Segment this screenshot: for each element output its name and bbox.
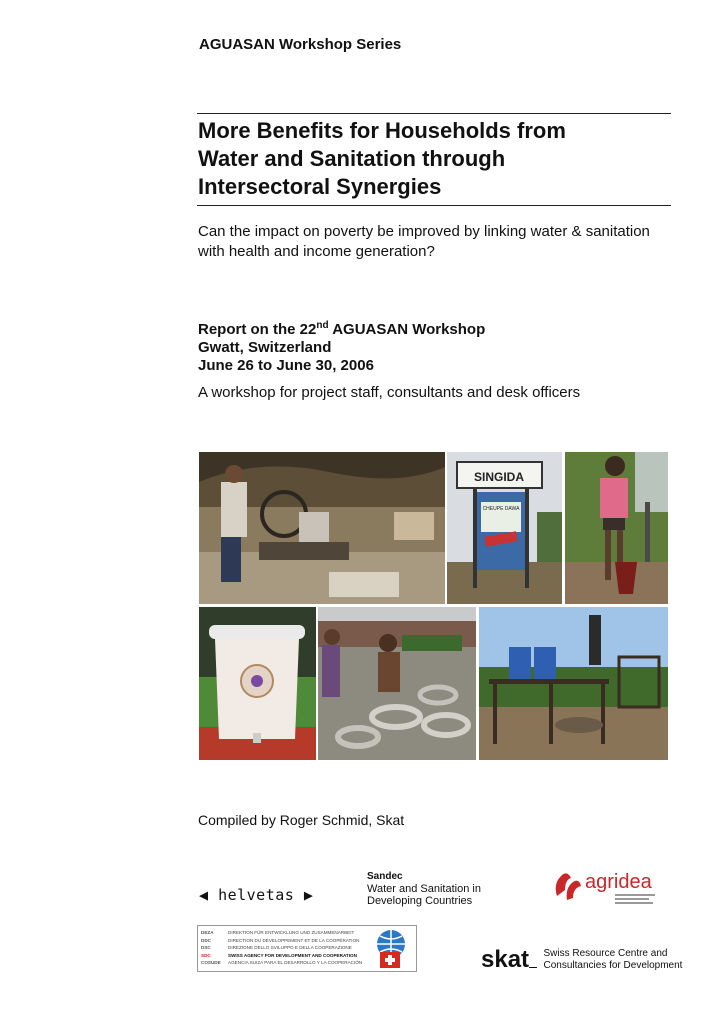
sandec-line2: Developing Countries <box>367 895 473 907</box>
report-info <box>198 321 485 375</box>
globe-swiss-flag-icon <box>370 928 412 969</box>
chevron-left-icon: ◀ <box>199 886 209 904</box>
title-top-rule <box>197 113 671 114</box>
signboard-line: CHEUPE DAWA <box>482 506 520 512</box>
agridea-name: agridea <box>585 871 652 893</box>
subtitle-line: with health and income generation? <box>198 243 435 260</box>
sandec-logo <box>367 871 481 907</box>
audience-line: A workshop for project staff, consultants and desk officers <box>198 384 581 401</box>
agridea-mark-icon <box>551 866 661 908</box>
report-heading: Report on the 22nd AGUASAN Workshop <box>198 320 486 338</box>
photo-water-filter <box>199 607 316 760</box>
photo-workshop-pump <box>199 452 445 604</box>
signboard-title: SINGIDA <box>473 470 525 484</box>
photo-water-tower <box>479 607 668 760</box>
title-line: Water and Sanitation through <box>198 146 506 171</box>
agridea-logo <box>551 866 661 913</box>
sandec-name: Sandec <box>367 871 403 882</box>
sandec-line1: Water and Sanitation in <box>367 883 481 895</box>
skat-logo <box>481 946 682 974</box>
subtitle <box>198 222 678 262</box>
report-location: Gwatt, Switzerland <box>198 339 332 356</box>
sdc-logo <box>197 925 417 972</box>
helvetas-logo: ◀ helvetas ▶ <box>199 886 314 904</box>
title-line: More Benefits for Households from <box>198 118 566 143</box>
photo-latrine-rings <box>318 607 476 760</box>
title-bottom-rule <box>197 205 671 206</box>
skat-name: skat <box>481 946 530 973</box>
skat-tagline: Swiss Resource Centre and Consultancies for Development <box>543 948 683 971</box>
title-line: Intersectoral Synergies <box>198 174 442 199</box>
chevron-right-icon: ▶ <box>303 886 314 904</box>
report-dates: June 26 to June 30, 2006 <box>198 357 374 374</box>
series-label: AGUASAN Workshop Series <box>199 36 402 53</box>
photo-signboard <box>447 452 562 604</box>
skat-underscore <box>529 967 537 968</box>
sdc-text: DIREKTION FÜR ENTWICKLUNG UND ZUSAMMENARBEIT DIRECTION DU DÉVELOPPEMENT ET DE LA COOPÉRATION DIREZIONE DELLO SVILUPPO E DELLA COOPERAZIONE SWISS AGENCY FOR DEVELOPMENT AND COOPERATION AGENCIA SUIZA PARA EL DESARROLLO Y LA COOPERACIÓN <box>228 930 363 966</box>
photo-girl-at-tap <box>565 452 668 604</box>
compiled-by: Compiled by Roger Schmid, Skat <box>198 812 405 828</box>
sdc-codes: DEZA DDC DSC SDC COSUDE <box>201 930 221 966</box>
subtitle-line: Can the impact on poverty be improved by linking water & sanitation <box>198 223 650 240</box>
document-title <box>198 117 668 201</box>
